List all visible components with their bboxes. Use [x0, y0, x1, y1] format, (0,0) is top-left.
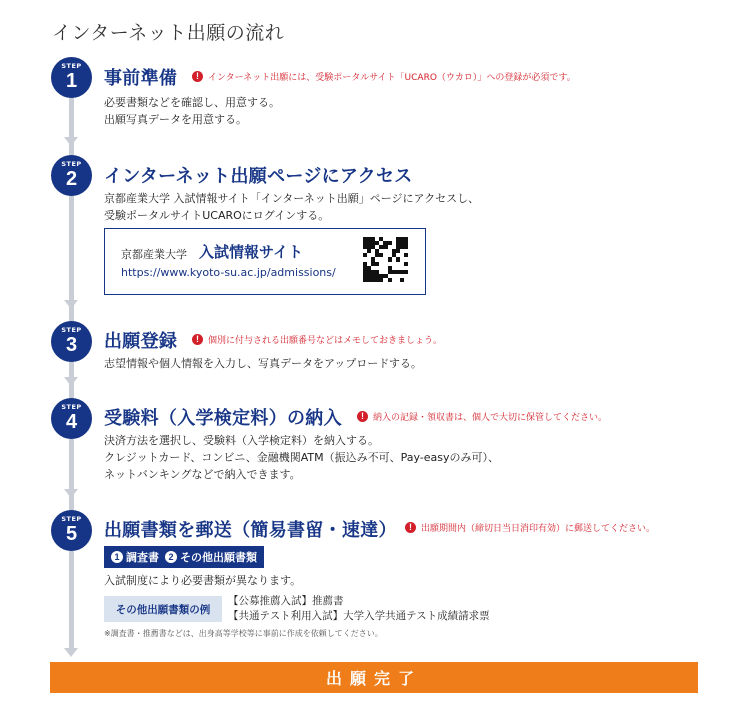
completion-banner: 出願完了	[50, 662, 698, 693]
footnote: ※調査書・推薦書などは、出身高等学校等に事前に作成を依頼してください。	[104, 629, 383, 638]
step-label: STEP	[61, 160, 82, 168]
description-line: 京都産業大学 入試情報サイト「インターネット出願」ページにアクセスし、	[104, 192, 480, 205]
step-label: STEP	[61, 515, 82, 523]
step-3-warning	[192, 333, 442, 346]
step-number: 1	[65, 70, 78, 92]
description-line: 決済方法を選択し、受験料（入学検定料）を納入する。	[104, 434, 379, 447]
step-4-description	[104, 432, 499, 483]
warning-text: 出願期間内（締切日当日消印有効）に郵送してください。	[421, 524, 656, 534]
other-doc-item: 【公募推薦入試】推薦書	[228, 595, 344, 607]
description-line: 入試制度により必要書類が異なります。	[104, 574, 302, 587]
step-1-warning	[192, 70, 576, 83]
description-line: 志望情報や個人情報を入力し、写真データをアップロードする。	[104, 357, 422, 370]
warning-text: 納入の記録・領収書は、個人で大切に保管してください。	[373, 413, 608, 423]
other-doc-item: 【共通テスト利用入試】大学入学共通テスト成績請求票	[228, 610, 490, 622]
qr-code-icon[interactable]	[363, 237, 408, 282]
description-line: ネットバンキングなどで納入できます。	[104, 468, 301, 481]
step-3-title: 出願登録	[104, 331, 178, 352]
step-number: 5	[65, 523, 78, 545]
step-4-title: 受験料（入学検定料）の納入	[104, 408, 342, 429]
warning-icon: !	[192, 71, 203, 82]
description-line: 出願写真データを用意する。	[104, 113, 247, 126]
other-docs-label: その他出願書類の例	[104, 596, 222, 622]
step-5-warning	[405, 521, 655, 534]
page-title: インターネット出願の流れ	[52, 22, 285, 44]
circled-number-1: 1	[111, 551, 123, 563]
warning-icon: !	[357, 411, 368, 422]
step-3-badge	[51, 321, 92, 362]
step-number: 4	[65, 411, 78, 433]
warning-text: インターネット出願には、受験ポータルサイト「UCARO（ウカロ）」への登録が必須です。	[208, 73, 576, 83]
step-1-description	[104, 94, 280, 128]
step-number: 3	[65, 334, 78, 356]
step-1-title: 事前準備	[104, 68, 178, 89]
other-docs-list	[228, 594, 490, 624]
step-2-description	[104, 190, 479, 224]
site-url-link[interactable]: https://www.kyoto-su.ac.jp/admissions/	[121, 266, 336, 279]
down-arrow-icon	[64, 300, 78, 309]
warning-text: 個別に付与される出願番号などはメモしておきましょう。	[208, 336, 443, 346]
step-1-badge	[51, 57, 92, 98]
description-line: 必要書類などを確認し、用意する。	[104, 96, 280, 109]
step-5-title: 出願書類を郵送（簡易書留・速達）	[104, 520, 397, 541]
docs-label-1: 調査書	[126, 551, 159, 564]
step-number: 2	[65, 168, 78, 190]
circled-number-2: 2	[165, 551, 177, 563]
down-arrow-icon	[64, 489, 78, 498]
step-2-badge	[51, 155, 92, 196]
step-4-badge	[51, 398, 92, 439]
docs-label-2: その他出願書類	[180, 551, 257, 564]
admissions-site-card[interactable]	[104, 228, 426, 295]
site-university: 京都産業大学	[121, 248, 187, 261]
step-5-description	[104, 572, 301, 589]
step-5-badge	[51, 510, 92, 551]
required-docs-badge	[104, 546, 264, 568]
warning-icon: !	[192, 334, 203, 345]
step-label: STEP	[61, 62, 82, 70]
down-arrow-icon	[64, 137, 78, 146]
step-2-title: インターネット出願ページにアクセス	[104, 166, 413, 187]
step-3-description	[104, 355, 422, 372]
warning-icon: !	[405, 522, 416, 533]
down-arrow-icon	[64, 648, 78, 657]
down-arrow-icon	[64, 377, 78, 386]
step-label: STEP	[61, 403, 82, 411]
step-4-warning	[357, 410, 607, 423]
site-name: 入試情報サイト	[199, 243, 303, 261]
step-label: STEP	[61, 326, 82, 334]
description-line: クレジットカード、コンビニ、金融機関ATM（振込み不可、Pay-easyのみ可）、	[104, 451, 500, 464]
description-line: 受験ポータルサイトUCAROにログインする。	[104, 209, 330, 222]
